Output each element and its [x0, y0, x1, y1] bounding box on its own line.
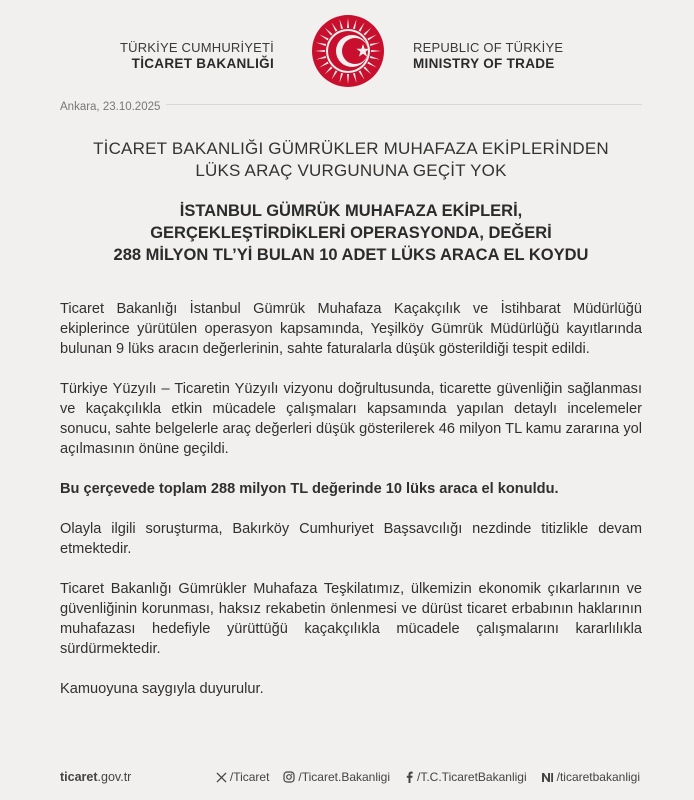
social-link-nsosyal[interactable]: [541, 770, 640, 784]
social-link-x[interactable]: [216, 770, 270, 784]
press-release-body: [60, 299, 642, 719]
ministry-name-en: MINISTRY OF TRADE: [413, 56, 555, 71]
website-link[interactable]: [60, 770, 131, 784]
press-release-subtitle: [60, 200, 642, 266]
title-line: TİCARET BAKANLIĞI GÜMRÜKLER MUHAFAZA EKİPLERİNDEN: [93, 139, 609, 158]
website-name: ticaret: [60, 770, 98, 784]
date-row: [60, 97, 642, 111]
highlight-paragraph: Bu çerçevede toplam 288 milyon TL değerinde 10 lüks araca el konuldu.: [60, 481, 559, 497]
letterhead-turkish: [54, 40, 274, 72]
x-icon: [216, 772, 227, 783]
closing-paragraph: Kamuoyuna saygıyla duyurulur.: [60, 681, 264, 697]
letterhead: [0, 0, 694, 95]
social-handle: /Ticaret: [229, 770, 270, 784]
social-handle: /T.C.TicaretBakanligi: [417, 770, 527, 784]
social-link-facebook[interactable]: [404, 770, 527, 784]
ministry-emblem-icon: [311, 14, 385, 88]
website-domain: .gov.tr: [97, 770, 132, 784]
facebook-icon: [404, 771, 414, 783]
ministry-name-tr: TİCARET BAKANLIĞI: [131, 56, 274, 71]
social-links: [216, 770, 640, 784]
social-link-instagram[interactable]: [283, 770, 390, 784]
republic-name-tr: TÜRKİYE CUMHURİYETİ: [119, 40, 274, 55]
title-line: LÜKS ARAÇ VURGUNUNA GEÇİT YOK: [195, 161, 507, 180]
body-paragraph: Ticaret Bakanlığı Gümrükler Muhafaza Teşkilatımız, ülkemizin ekonomik çıkarlarının ve güvenliğinin korunması, haksız rekabetin önlenmesi ve dürüst ticaret erbabının haklarının muhafazası hedefiyle yürüttüğü kaçakçılıkla mücadele çalışmalarını kararlılıkla sürdürmektedir.: [60, 581, 642, 657]
social-handle: /ticaretbakanligi: [556, 770, 640, 784]
republic-name-en: REPUBLIC OF TÜRKİYE: [413, 40, 564, 55]
social-handle: /Ticaret.Bakanligi: [298, 770, 391, 784]
body-paragraph: Türkiye Yüzyılı – Ticaretin Yüzyılı vizyonu doğrultusunda, ticarette güvenliğin sağlanması ve kaçakçılıkla etkin mücadele çalışmaları kapsamında yapılan detaylı incelemeler sonucu, sahte belgelerle araç değerleri düşük gösterilerek 46 milyon TL kamu zararına yol açılmasının önüne geçildi.: [60, 381, 642, 457]
footer: [60, 768, 640, 788]
subtitle-line: GERÇEKLEŞTİRDİKLERİ OPERASYONDA, DEĞERİ: [150, 224, 552, 242]
body-paragraph: Ticaret Bakanlığı İstanbul Gümrük Muhafaza Kaçakçılık ve İstihbarat Müdürlüğü ekiplerince yürütülen operasyon kapsamında, Yeşilköy Gümrük Müdürlüğü kayıtlarında bulunan 9 lüks aracın değerlerinin, sahte faturalarla düşük gösterildiği tespit edildi.: [60, 301, 642, 357]
subtitle-line: İSTANBUL GÜMRÜK MUHAFAZA EKİPLERİ,: [179, 202, 523, 220]
press-release-title: [60, 138, 642, 182]
letterhead-english: [413, 40, 633, 72]
subtitle-line: 288 MİLYON TL’Yİ BULAN 10 ADET LÜKS ARACA EL KOYDU: [113, 246, 589, 264]
press-release-date: Ankara, 23.10.2025: [60, 100, 166, 114]
body-paragraph: Olayla ilgili soruşturma, Bakırköy Cumhuriyet Başsavcılığı nezdinde titizlikle devam etmektedir.: [60, 521, 642, 557]
instagram-icon: [283, 771, 295, 783]
nsosyal-icon: [541, 772, 554, 783]
